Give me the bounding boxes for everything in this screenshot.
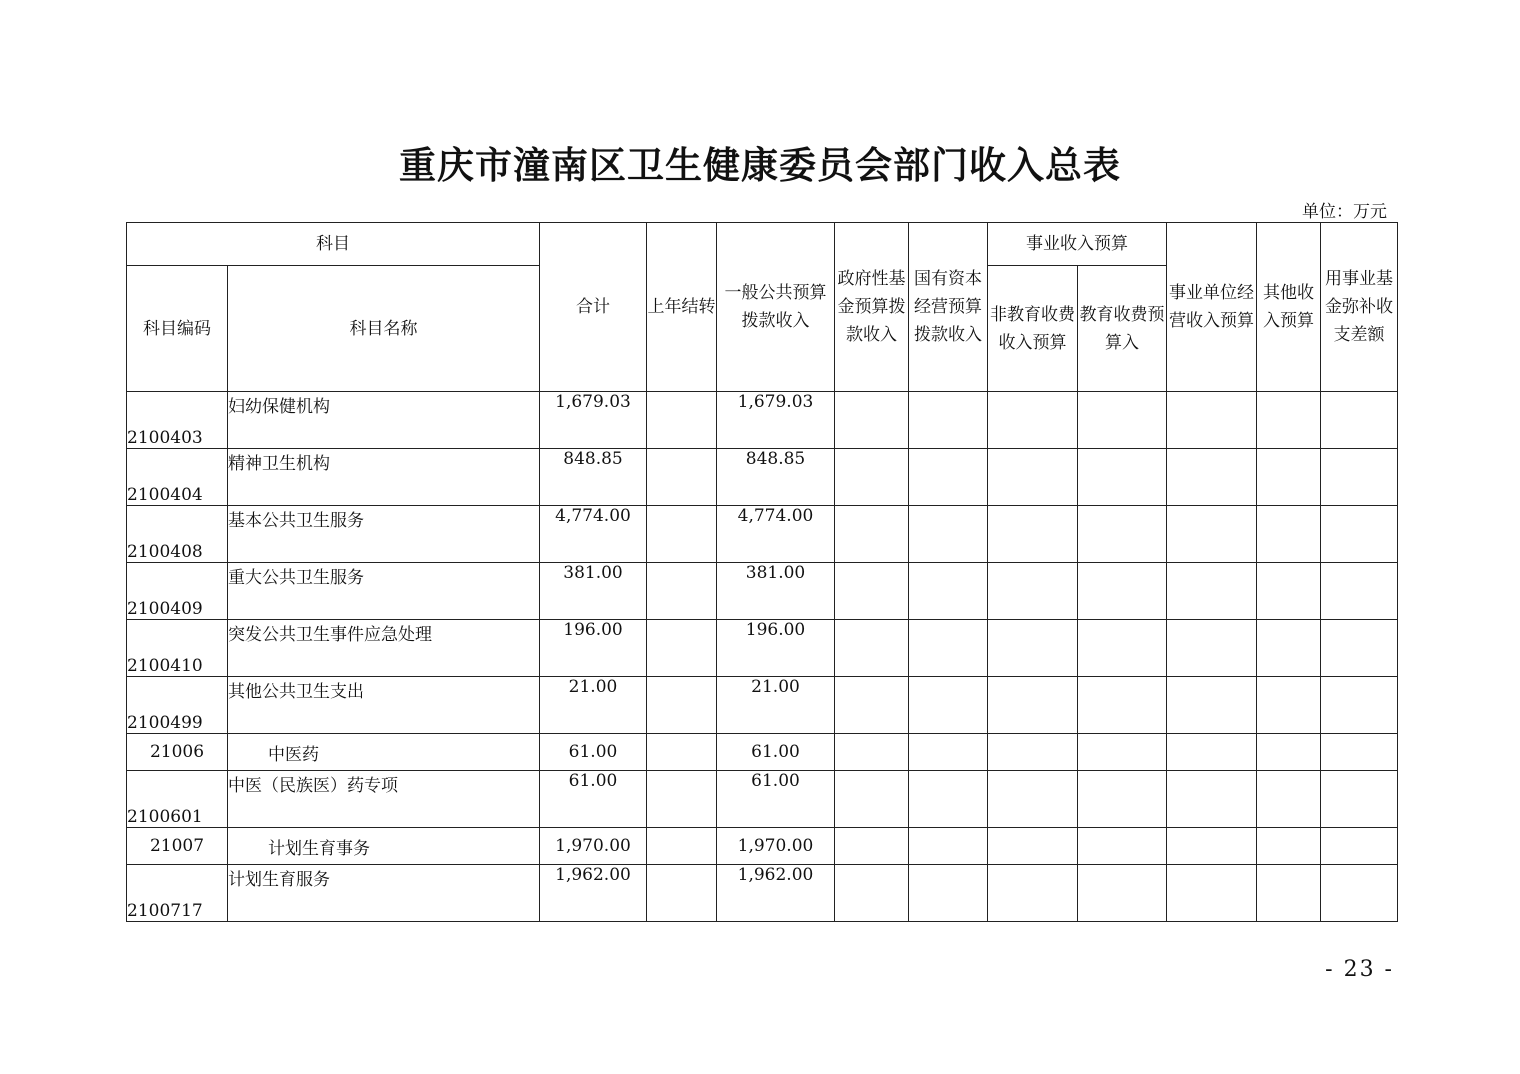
table-row [127, 865, 1398, 922]
table-row [127, 734, 1398, 771]
row-code: 2100410 [127, 620, 228, 677]
row-total: 381.00 [540, 563, 647, 620]
row-general: 1,679.03 [717, 392, 835, 449]
row-name: 计划生育事务 [228, 828, 540, 865]
header-education: 教育收费预算入 [1078, 266, 1167, 392]
row-name: 妇幼保健机构 [228, 392, 540, 449]
row-name: 基本公共卫生服务 [228, 506, 540, 563]
row-code: 2100404 [127, 449, 228, 506]
table-row [127, 828, 1398, 865]
header-other: 其他收入预算 [1257, 223, 1321, 392]
row-general: 61.00 [717, 734, 835, 771]
row-name: 中医药 [228, 734, 540, 771]
row-name: 重大公共卫生服务 [228, 563, 540, 620]
header-code: 科目编码 [127, 266, 228, 392]
row-total: 21.00 [540, 677, 647, 734]
row-name: 计划生育服务 [228, 865, 540, 922]
row-name: 突发公共卫生事件应急处理 [228, 620, 540, 677]
row-general: 848.85 [717, 449, 835, 506]
row-code: 2100601 [127, 771, 228, 828]
unit-label: 单位：万元 [1302, 202, 1387, 222]
row-general: 196.00 [717, 620, 835, 677]
row-total: 1,962.00 [540, 865, 647, 922]
header-general-budget: 一般公共预算拨款收入 [717, 223, 835, 392]
row-total: 196.00 [540, 620, 647, 677]
page-title: 重庆市潼南区卫生健康委员会部门收入总表 [399, 143, 1121, 187]
table-row [127, 392, 1398, 449]
row-code: 21007 [127, 828, 228, 865]
header-carryover: 上年结转 [647, 223, 717, 392]
table-row [127, 449, 1398, 506]
row-code: 2100717 [127, 865, 228, 922]
table-row [127, 506, 1398, 563]
row-general: 21.00 [717, 677, 835, 734]
revenue-table [126, 222, 1398, 922]
row-name: 其他公共卫生支出 [228, 677, 540, 734]
table-row [127, 563, 1398, 620]
row-name: 中医（民族医）药专项 [228, 771, 540, 828]
row-general: 4,774.00 [717, 506, 835, 563]
row-code: 2100403 [127, 392, 228, 449]
page-number: - 23 - [1325, 957, 1394, 982]
header-gov-fund: 政府性基金预算拨款收入 [835, 223, 909, 392]
header-business-income: 事业收入预算 [988, 223, 1167, 266]
row-general: 1,962.00 [717, 865, 835, 922]
row-total: 1,679.03 [540, 392, 647, 449]
header-name: 科目名称 [228, 266, 540, 392]
header-non-education: 非教育收费收入预算 [988, 266, 1078, 392]
row-code: 2100408 [127, 506, 228, 563]
row-general: 61.00 [717, 771, 835, 828]
row-name: 精神卫生机构 [228, 449, 540, 506]
row-total: 848.85 [540, 449, 647, 506]
header-unit-business: 事业单位经营收入预算 [1167, 223, 1257, 392]
header-fund-makeup: 用事业基金弥补收支差额 [1321, 223, 1398, 392]
row-total: 61.00 [540, 734, 647, 771]
row-code: 21006 [127, 734, 228, 771]
header-total: 合计 [540, 223, 647, 392]
row-total: 4,774.00 [540, 506, 647, 563]
header-subject: 科目 [127, 223, 540, 266]
row-code: 2100499 [127, 677, 228, 734]
row-general: 1,970.00 [717, 828, 835, 865]
row-total: 61.00 [540, 771, 647, 828]
header-state-owned: 国有资本经营预算拨款收入 [909, 223, 988, 392]
table-row [127, 771, 1398, 828]
row-general: 381.00 [717, 563, 835, 620]
row-total: 1,970.00 [540, 828, 647, 865]
row-code: 2100409 [127, 563, 228, 620]
table-row [127, 620, 1398, 677]
table-row [127, 677, 1398, 734]
